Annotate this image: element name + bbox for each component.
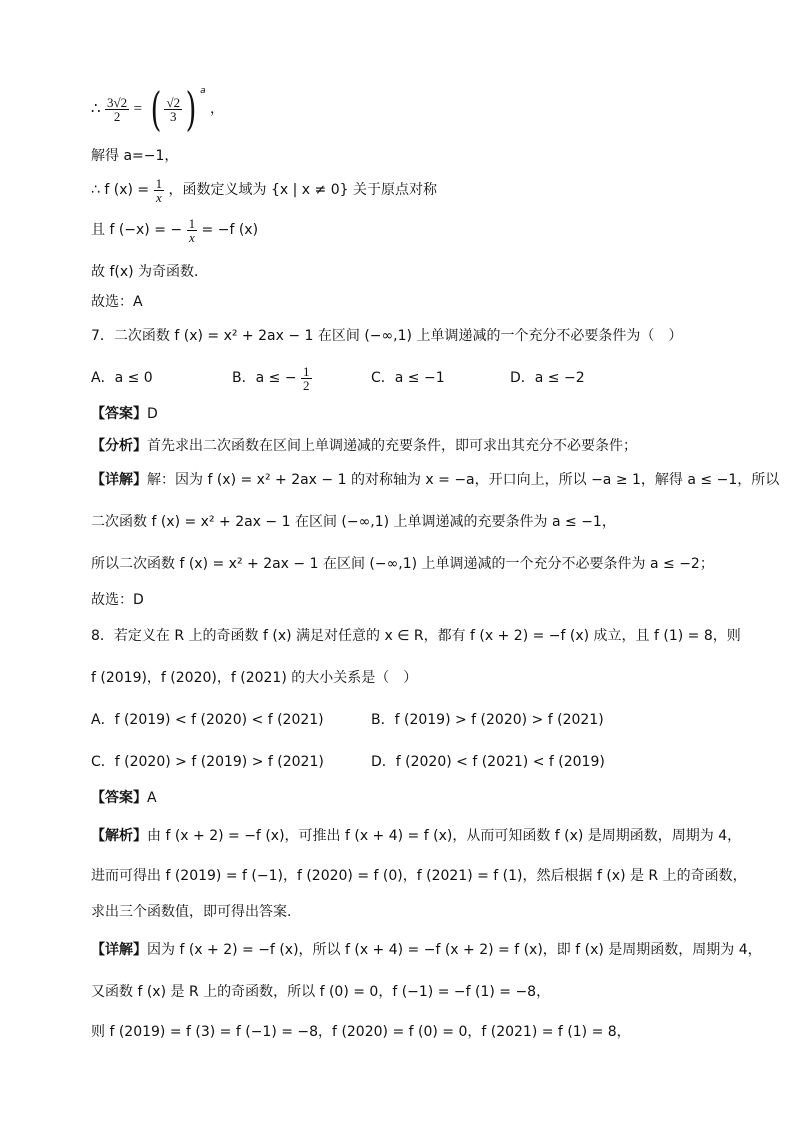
analysis-text: 由 f (x + 2) = −f (x)，可推出 f (x + 4) = f (x)，从而可知函数 f (x) 是周期函数，周期为 4， — [147, 828, 742, 844]
q8-stem-line-2: f (2019)，f (2020)，f (2021) 的大小关系是（ ） — [91, 670, 418, 686]
odd-function-line: 故 f(x) 为奇函数． — [91, 264, 209, 280]
option-b-prefix: B．a ≤ − — [232, 370, 297, 386]
left-paren: ( — [150, 82, 161, 136]
q8-option-c: C．f (2020) > f (2019) > f (2021) — [91, 754, 324, 770]
fraction-denominator: 2 — [303, 377, 310, 393]
q8-option-a: A．f (2019) < f (2020) < f (2021) — [91, 712, 324, 728]
therefore-sign: ∴ — [91, 101, 101, 117]
fraction-numerator: √2 — [166, 94, 181, 110]
q8-option-b: B．f (2019) > f (2020) > f (2021) — [371, 712, 604, 728]
answer-tag: 【答案】 — [91, 790, 147, 806]
sol6-equation — [91, 82, 225, 136]
q8-analysis-line-2: 进而可得出 f (2019) = f (−1)，f (2020) = f (0)，f (2021) = f (1)，然后根据 f (x) 是 R 上的奇函数， — [91, 868, 747, 884]
q7-stem: 7．二次函数 f (x) = x² + 2ax − 1 在区间 (−∞,1) 上单调递减的一个充分不必要条件为（ ） — [91, 328, 683, 344]
q7-option-b — [232, 362, 312, 394]
analysis-tag: 【解析】 — [91, 828, 147, 844]
fx-definition-line — [91, 174, 437, 206]
q8-analysis-line-1 — [91, 826, 741, 846]
fraction-denominator: 3 — [170, 108, 177, 124]
fraction-left — [105, 96, 129, 123]
q8-stem-line-1: 8．若定义在 R 上的奇函数 f (x) 满足对任意的 x ∈ R，都有 f (x + 2) = −f (x) 成立，且 f (1) = 8，则 — [91, 628, 741, 644]
q7-analysis-line — [91, 436, 637, 456]
analysis-text: 首先求出二次函数在区间上单调递减的充要条件，即可求出其充分不必要条件； — [147, 438, 637, 454]
fraction-numerator: 1 — [303, 363, 310, 379]
answer-value: D — [147, 406, 158, 422]
fraction-one-over-x — [154, 177, 165, 204]
exponent: a — [200, 86, 206, 97]
fraction-one-half — [301, 365, 312, 392]
fraction-denominator: 2 — [113, 108, 121, 124]
answer-tag: 【答案】 — [91, 406, 147, 422]
q7-option-d: D．a ≤ −2 — [510, 370, 585, 386]
solve-line: 解得 a=−1， — [91, 148, 179, 164]
fraction-numerator: 1 — [155, 175, 163, 191]
q7-detail-line-1 — [91, 470, 779, 490]
analysis-tag: 【分析】 — [91, 438, 147, 454]
q8-detail-line-3: 则 f (2019) = f (3) = f (−1) = −8，f (2020) = f (0) = 0，f (2021) = f (1) = 8， — [91, 1024, 631, 1040]
negative-x-line — [91, 214, 258, 246]
q8-answer-line — [91, 788, 157, 808]
fraction-one-over-x — [187, 217, 198, 244]
detail-tag: 【详解】 — [91, 472, 147, 488]
detail-text: 解：因为 f (x) = x² + 2ax − 1 的对称轴为 x = −a，开口向上，所以 −a ≥ 1，解得 a ≤ −1，所以 — [147, 472, 780, 488]
q7-option-c: C．a ≤ −1 — [371, 370, 445, 386]
fraction-numerator: 1 — [188, 215, 196, 231]
sol6-choice: 故选：A — [91, 294, 143, 310]
q8-analysis-line-3: 求出三个函数值，即可得出答案. — [91, 904, 292, 920]
q7-detail-line-2: 二次函数 f (x) = x² + 2ax − 1 在区间 (−∞,1) 上单调递减的充要条件为 a ≤ −1， — [91, 514, 616, 530]
q8-detail-line-2: 又函数 f (x) 是 R 上的奇函数，所以 f (0) = 0，f (−1) = −f (1) = −8， — [91, 984, 551, 1000]
fraction-numerator: 3√2 — [107, 94, 128, 110]
fx-suffix: ，函数定义域为 {x | x ≠ 0} 关于原点对称 — [168, 182, 437, 198]
right-paren: ) — [185, 82, 197, 136]
detail-tag: 【详解】 — [91, 942, 147, 958]
answer-value: A — [147, 790, 157, 806]
fraction-right — [164, 96, 182, 123]
fraction-denominator: x — [155, 189, 162, 205]
q7-detail-line-3: 所以二次函数 f (x) = x² + 2ax − 1 在区间 (−∞,1) 上单调递减的一个充分不必要条件为 a ≤ −2； — [91, 556, 714, 572]
q7-option-a: A．a ≤ 0 — [91, 370, 153, 386]
q8-option-d: D．f (2020) < f (2021) < f (2019) — [371, 754, 605, 770]
fx-prefix: ∴ f (x) = — [91, 182, 150, 198]
fraction-denominator: x — [188, 229, 195, 245]
comma: ， — [210, 101, 225, 117]
neg-prefix: 且 f (−x) = − — [91, 222, 183, 238]
q8-detail-line-1 — [91, 940, 762, 960]
neg-suffix: = −f (x) — [201, 222, 259, 238]
q7-choice: 故选：D — [91, 592, 144, 608]
detail-text: 因为 f (x + 2) = −f (x)，所以 f (x + 4) = −f (x + 2) = f (x)，即 f (x) 是周期函数，周期为 4， — [147, 942, 762, 958]
equals-sign: = — [133, 101, 143, 117]
q7-answer-line — [91, 404, 158, 424]
